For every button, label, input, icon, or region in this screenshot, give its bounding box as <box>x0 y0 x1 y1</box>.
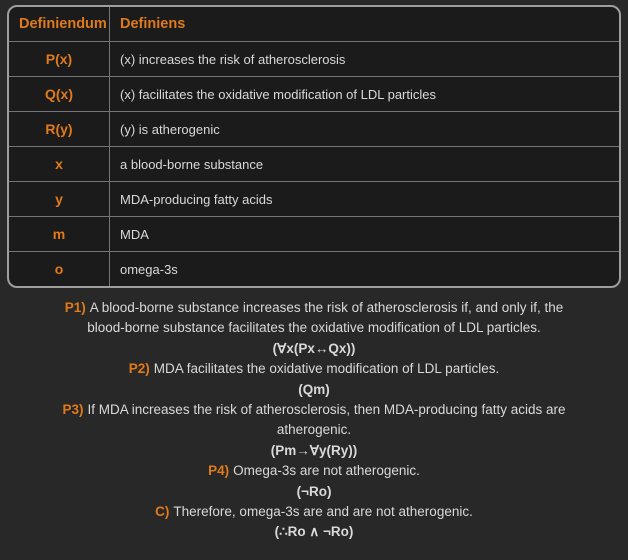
table-row <box>9 111 619 146</box>
premise-text: If MDA increases the risk of atherosclerosis, then MDA-producing fatty acids are atherogenic. <box>87 402 566 438</box>
premise-label: P4) <box>208 463 230 479</box>
conclusion <box>54 502 574 522</box>
table-row <box>9 146 619 181</box>
conclusion-label: C) <box>155 504 170 520</box>
premise-label: P3) <box>62 402 84 418</box>
formula: (Pm→∀y(Ry)) <box>270 442 358 458</box>
premise-label: P1) <box>64 300 86 315</box>
formula: (¬Ro) <box>296 483 332 499</box>
table-row <box>9 216 619 251</box>
premise <box>54 400 574 441</box>
header-cell-definiendum: Definiendum <box>9 7 110 41</box>
premise <box>54 359 574 379</box>
definition-cell: MDA <box>120 226 149 242</box>
definition-cell: omega-3s <box>120 261 178 277</box>
definition-cell: (x) increases the risk of atherosclerosis <box>120 51 346 67</box>
definition-cell: (y) is atherogenic <box>120 121 220 137</box>
premise-label: P2) <box>128 361 150 377</box>
term-cell: m <box>9 217 110 251</box>
formula: (Qm) <box>298 381 330 397</box>
formula: (∀x(Px↔Qx)) <box>272 340 356 356</box>
definition-cell: (x) facilitates the oxidative modification of LDL particles <box>120 86 436 102</box>
definitions-table <box>7 5 621 288</box>
term-cell: R(y) <box>9 112 110 146</box>
table-row <box>9 76 619 111</box>
definition-cell: a blood-borne substance <box>120 156 264 172</box>
table-row <box>9 251 619 286</box>
term-cell: Q(x) <box>9 77 110 111</box>
table-header-row <box>9 7 619 41</box>
term-cell: P(x) <box>9 42 110 76</box>
premise <box>54 298 574 339</box>
conclusion-text: Therefore, omega-3s are and are not atherogenic. <box>173 504 473 520</box>
table-row <box>9 181 619 216</box>
definition-cell: MDA-producing fatty acids <box>120 191 273 207</box>
table-row <box>9 41 619 76</box>
premise-text: A blood-borne substance increases the risk of atherosclerosis if, and only if, the blood-borne substance facilitates the oxidative modification of LDL particles. <box>87 300 564 336</box>
term-cell: x <box>9 147 110 181</box>
premise <box>54 461 574 481</box>
premise-text: MDA facilitates the oxidative modification of LDL particles. <box>153 361 500 377</box>
argument-section <box>0 298 628 543</box>
header-cell-definiens: Definiens <box>120 16 186 32</box>
formula: (∴Ro ∧ ¬Ro) <box>274 524 354 540</box>
premise-text: Omega-3s are not atherogenic. <box>233 463 420 479</box>
term-cell: o <box>9 252 110 286</box>
term-cell: y <box>9 182 110 216</box>
